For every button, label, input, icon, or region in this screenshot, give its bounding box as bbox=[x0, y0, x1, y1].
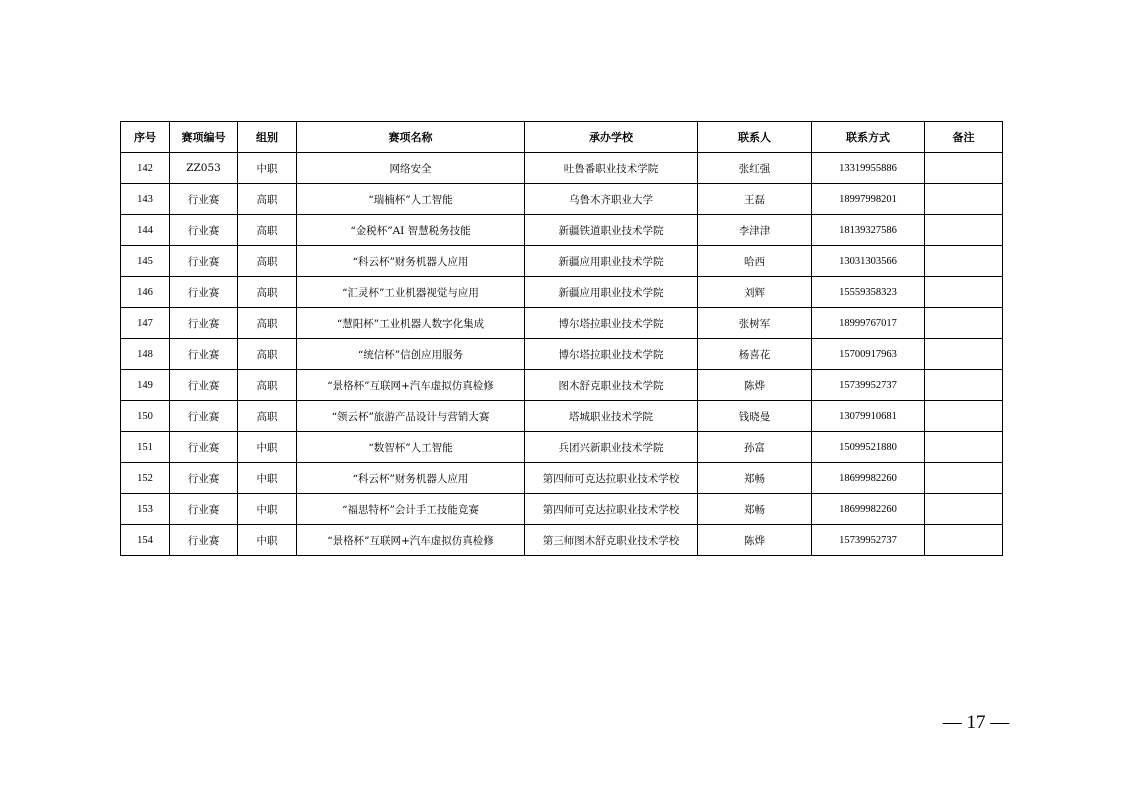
cell-group: 中职 bbox=[238, 494, 297, 525]
table-row bbox=[121, 432, 1003, 463]
cell-event-name: “科云杯”财务机器人应用 bbox=[297, 246, 525, 277]
cell-event-name: “福思特杯”会计手工技能竞赛 bbox=[297, 494, 525, 525]
cell-index: 149 bbox=[121, 370, 170, 401]
table-row bbox=[121, 339, 1003, 370]
cell-host-school: 新疆应用职业技术学院 bbox=[525, 277, 698, 308]
cell-contact-phone: 18999767017 bbox=[812, 308, 925, 339]
cell-host-school: 新疆铁道职业技术学院 bbox=[525, 215, 698, 246]
cell-host-school: 图木舒克职业技术学院 bbox=[525, 370, 698, 401]
cell-event-code: 行业赛 bbox=[170, 184, 238, 215]
cell-contact-person: 孙富 bbox=[698, 432, 812, 463]
cell-host-school: 兵团兴新职业技术学院 bbox=[525, 432, 698, 463]
cell-remarks bbox=[925, 153, 1003, 184]
header-index: 序号 bbox=[121, 122, 170, 153]
cell-index: 153 bbox=[121, 494, 170, 525]
table-body bbox=[121, 153, 1003, 556]
cell-index: 154 bbox=[121, 525, 170, 556]
table-row bbox=[121, 277, 1003, 308]
cell-contact-phone: 15099521880 bbox=[812, 432, 925, 463]
table-row bbox=[121, 153, 1003, 184]
cell-contact-person: 王磊 bbox=[698, 184, 812, 215]
table-row bbox=[121, 370, 1003, 401]
cell-host-school: 第四师可克达拉职业技术学校 bbox=[525, 463, 698, 494]
cell-contact-phone: 18699982260 bbox=[812, 463, 925, 494]
cell-contact-phone: 15739952737 bbox=[812, 370, 925, 401]
cell-event-code: 行业赛 bbox=[170, 308, 238, 339]
cell-host-school: 吐鲁番职业技术学院 bbox=[525, 153, 698, 184]
cell-contact-phone: 18997998201 bbox=[812, 184, 925, 215]
cell-group: 中职 bbox=[238, 432, 297, 463]
table-row bbox=[121, 246, 1003, 277]
table-row bbox=[121, 401, 1003, 432]
cell-event-name: “金税杯”AI 智慧税务技能 bbox=[297, 215, 525, 246]
cell-index: 152 bbox=[121, 463, 170, 494]
cell-contact-phone: 13031303566 bbox=[812, 246, 925, 277]
cell-host-school: 博尔塔拉职业技术学院 bbox=[525, 339, 698, 370]
cell-remarks bbox=[925, 215, 1003, 246]
cell-contact-phone: 15700917963 bbox=[812, 339, 925, 370]
cell-event-name: “景格杯”互联网+汽车虚拟仿真检修 bbox=[297, 370, 525, 401]
cell-group: 高职 bbox=[238, 215, 297, 246]
cell-host-school: 博尔塔拉职业技术学院 bbox=[525, 308, 698, 339]
cell-contact-person: 钱晓曼 bbox=[698, 401, 812, 432]
cell-event-name: “科云杯”财务机器人应用 bbox=[297, 463, 525, 494]
cell-remarks bbox=[925, 401, 1003, 432]
cell-contact-person: 张红强 bbox=[698, 153, 812, 184]
cell-index: 150 bbox=[121, 401, 170, 432]
cell-group: 高职 bbox=[238, 370, 297, 401]
header-event-code: 赛项编号 bbox=[170, 122, 238, 153]
page-number: — 17 — bbox=[942, 712, 1010, 733]
table-row bbox=[121, 494, 1003, 525]
cell-remarks bbox=[925, 525, 1003, 556]
table-row bbox=[121, 525, 1003, 556]
cell-event-name: “数智杯”人工智能 bbox=[297, 432, 525, 463]
cell-contact-phone: 13319955886 bbox=[812, 153, 925, 184]
cell-remarks bbox=[925, 463, 1003, 494]
cell-event-name: “瑞楠杯”人工智能 bbox=[297, 184, 525, 215]
cell-group: 高职 bbox=[238, 401, 297, 432]
cell-host-school: 第三师图木舒克职业技术学校 bbox=[525, 525, 698, 556]
header-row bbox=[121, 122, 1003, 153]
cell-event-name: “统信杯”信创应用服务 bbox=[297, 339, 525, 370]
cell-host-school: 塔城职业技术学院 bbox=[525, 401, 698, 432]
cell-contact-person: 杨喜花 bbox=[698, 339, 812, 370]
cell-host-school: 乌鲁木齐职业大学 bbox=[525, 184, 698, 215]
header-event-name: 赛项名称 bbox=[297, 122, 525, 153]
cell-contact-person: 郑畅 bbox=[698, 494, 812, 525]
cell-contact-phone: 18699982260 bbox=[812, 494, 925, 525]
cell-index: 143 bbox=[121, 184, 170, 215]
cell-contact-person: 李津津 bbox=[698, 215, 812, 246]
header-remarks: 备注 bbox=[925, 122, 1003, 153]
cell-event-code: ZZ053 bbox=[170, 153, 238, 184]
cell-event-code: 行业赛 bbox=[170, 401, 238, 432]
table-row bbox=[121, 308, 1003, 339]
cell-host-school: 第四师可克达拉职业技术学校 bbox=[525, 494, 698, 525]
cell-event-name: “领云杯”旅游产品设计与营销大赛 bbox=[297, 401, 525, 432]
competition-table bbox=[120, 121, 1003, 556]
cell-event-name: 网络安全 bbox=[297, 153, 525, 184]
cell-index: 144 bbox=[121, 215, 170, 246]
cell-contact-person: 陈烨 bbox=[698, 525, 812, 556]
cell-event-code: 行业赛 bbox=[170, 339, 238, 370]
cell-contact-phone: 15739952737 bbox=[812, 525, 925, 556]
table-row bbox=[121, 184, 1003, 215]
cell-contact-person: 刘辉 bbox=[698, 277, 812, 308]
cell-contact-phone: 15559358323 bbox=[812, 277, 925, 308]
cell-remarks bbox=[925, 494, 1003, 525]
cell-remarks bbox=[925, 370, 1003, 401]
cell-event-code: 行业赛 bbox=[170, 463, 238, 494]
cell-contact-phone: 13079910681 bbox=[812, 401, 925, 432]
header-group: 组别 bbox=[238, 122, 297, 153]
cell-event-code: 行业赛 bbox=[170, 525, 238, 556]
cell-contact-person: 张树军 bbox=[698, 308, 812, 339]
table-row bbox=[121, 215, 1003, 246]
cell-contact-person: 哈西 bbox=[698, 246, 812, 277]
cell-event-code: 行业赛 bbox=[170, 215, 238, 246]
header-contact-person: 联系人 bbox=[698, 122, 812, 153]
cell-event-code: 行业赛 bbox=[170, 370, 238, 401]
cell-index: 145 bbox=[121, 246, 170, 277]
cell-remarks bbox=[925, 339, 1003, 370]
cell-group: 高职 bbox=[238, 184, 297, 215]
header-host-school: 承办学校 bbox=[525, 122, 698, 153]
cell-index: 146 bbox=[121, 277, 170, 308]
cell-event-code: 行业赛 bbox=[170, 494, 238, 525]
header-contact-phone: 联系方式 bbox=[812, 122, 925, 153]
cell-group: 中职 bbox=[238, 153, 297, 184]
cell-index: 147 bbox=[121, 308, 170, 339]
cell-contact-person: 陈烨 bbox=[698, 370, 812, 401]
cell-event-name: “景格杯”互联网+汽车虚拟仿真检修 bbox=[297, 525, 525, 556]
cell-remarks bbox=[925, 432, 1003, 463]
cell-remarks bbox=[925, 308, 1003, 339]
cell-event-code: 行业赛 bbox=[170, 432, 238, 463]
cell-host-school: 新疆应用职业技术学院 bbox=[525, 246, 698, 277]
cell-group: 高职 bbox=[238, 246, 297, 277]
cell-group: 高职 bbox=[238, 308, 297, 339]
cell-group: 高职 bbox=[238, 277, 297, 308]
cell-event-code: 行业赛 bbox=[170, 277, 238, 308]
cell-contact-person: 郑畅 bbox=[698, 463, 812, 494]
cell-index: 151 bbox=[121, 432, 170, 463]
cell-event-code: 行业赛 bbox=[170, 246, 238, 277]
cell-group: 中职 bbox=[238, 463, 297, 494]
cell-remarks bbox=[925, 184, 1003, 215]
cell-group: 中职 bbox=[238, 525, 297, 556]
cell-remarks bbox=[925, 277, 1003, 308]
cell-remarks bbox=[925, 246, 1003, 277]
cell-event-name: “慧阳杯”工业机器人数字化集成 bbox=[297, 308, 525, 339]
cell-index: 142 bbox=[121, 153, 170, 184]
cell-event-name: “汇灵杯”工业机器视觉与应用 bbox=[297, 277, 525, 308]
cell-group: 高职 bbox=[238, 339, 297, 370]
cell-contact-phone: 18139327586 bbox=[812, 215, 925, 246]
cell-index: 148 bbox=[121, 339, 170, 370]
table-row bbox=[121, 463, 1003, 494]
